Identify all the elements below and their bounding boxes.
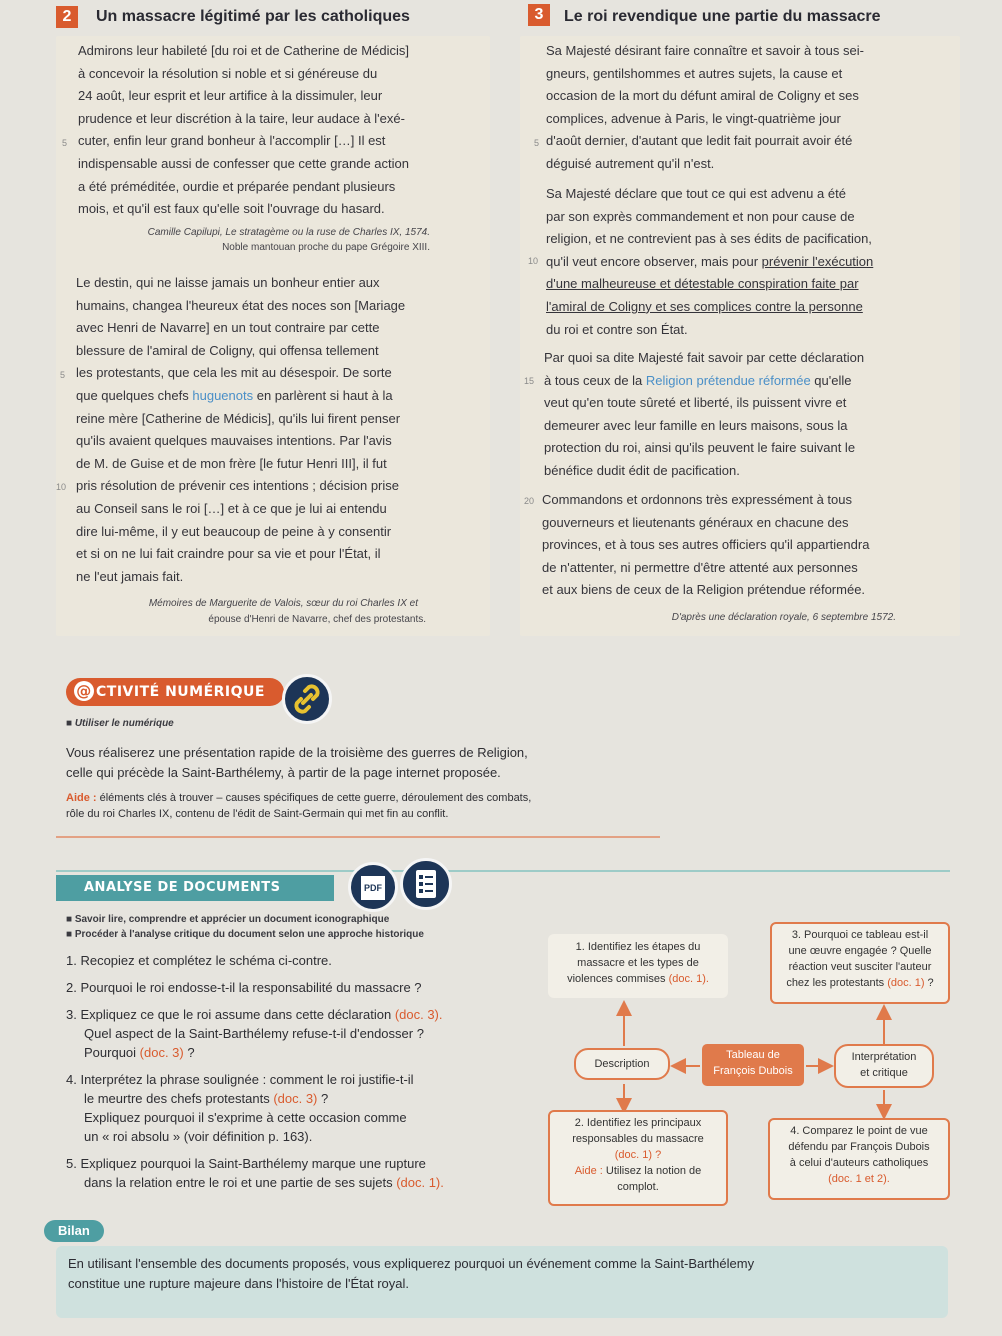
question-4-c: Expliquez pourquoi il s'exprime à cette occasion comme	[84, 1110, 407, 1125]
text-line: responsables du massacre	[572, 1133, 704, 1145]
text-line: pris résolution de prévenir ces intentions ; décision prise	[76, 478, 400, 494]
text-line: mois, et qu'il est faux qu'elle soit l'ouvrage du hasard.	[78, 201, 385, 217]
line-number-5: 5	[60, 370, 66, 380]
text-line: reine mère [Catherine de Médicis], qu'ils lui firent penser	[76, 410, 401, 426]
text-fragment: chez les protestants	[786, 977, 888, 989]
bilan-line: En utilisant l'ensemble des documents proposés, vous expliquerez pourquoi un événement comme la Saint-Barthélemy	[68, 1256, 755, 1271]
text-line	[66, 790, 531, 806]
text-line: du roi et contre son État.	[546, 321, 688, 337]
glossary-link-religion[interactable]: Religion prétendue réformée	[645, 372, 811, 388]
schema-box-3	[770, 922, 950, 1004]
analyse-skill-1: ■ Savoir lire, comprendre et apprécier un document iconographique	[66, 914, 389, 925]
text-line: Admirons leur habileté [du roi et de Catherine de Médicis]	[78, 43, 409, 58]
text-line: défendu par François Dubois	[788, 1141, 930, 1153]
bilan-box	[56, 1246, 948, 1318]
schema-description	[574, 1048, 670, 1080]
doc2-extract1	[78, 40, 488, 221]
text-fragment: le meurtre des chefs protestants	[84, 1091, 274, 1106]
text-line: prudence et leur discrétion à la taire, leur audace à l'exé-	[78, 110, 405, 126]
text-line: complices, advenue à Paris, le vingt-quatrième jour	[546, 110, 841, 126]
text-line: dire lui-même, il y eut beaucoup de peine à y consentir	[76, 523, 392, 539]
description-label: Description	[594, 1058, 650, 1070]
schema-box-2	[548, 1110, 728, 1206]
doc-ref: (doc. 3).	[394, 1007, 443, 1022]
text-line: bénéfice dudit édit de pacification.	[544, 462, 740, 478]
line-number-10: 10	[56, 482, 67, 492]
pdf-label: PDF	[361, 876, 385, 900]
text-line: Interprétation	[851, 1051, 917, 1063]
text-line: veut qu'en toute sûreté et liberté, ils puissent vivre et	[544, 395, 847, 411]
bilan-tag: Bilan	[44, 1220, 104, 1242]
doc3-para2	[546, 183, 956, 341]
question-5: 5. Expliquez pourquoi la Saint-Barthélemy marque une rupture	[66, 1156, 426, 1171]
text-fragment: dans la relation entre le roi et une partie de ses sujets	[84, 1175, 397, 1190]
text-fragment: qu'il veut encore observer, mais pour	[546, 253, 762, 269]
doc-ref: (doc. 3)	[273, 1091, 318, 1106]
text-line: de n'attenter, ni permettre d'être attenté aux personnes	[542, 559, 858, 575]
text-fragment: en parlèrent si haut à la	[253, 387, 393, 403]
doc-ref: (doc. 1 et 2).	[828, 1173, 890, 1185]
text-fragment: que quelques chefs	[76, 387, 193, 403]
activite-aide	[66, 790, 531, 822]
line-number-5: 5	[534, 138, 540, 148]
activite-title: CTIVITÉ NUMÉRIQUE	[96, 684, 265, 700]
checklist-icon[interactable]	[400, 858, 452, 910]
question-4-d: un « roi absolu » (voir définition p. 163).	[84, 1129, 313, 1144]
question-4-b	[66, 1089, 444, 1108]
text-line: 4. Comparez le point de vue	[790, 1125, 928, 1137]
text-line: à concevoir la résolution si noble et si généreuse du	[78, 65, 378, 81]
text-line: humains, changea l'heureux état des noces son [Mariage	[76, 297, 406, 313]
analyse-skill-2: ■ Procéder à l'analyse critique du document selon une approche historique	[66, 929, 424, 940]
text-line: Sa Majesté déclare que tout ce qui est advenu a été	[546, 186, 846, 201]
at-icon: @	[74, 681, 94, 701]
text-fragment: 3. Expliquez ce que le roi assume dans cette déclaration	[66, 1007, 395, 1022]
line-number-15: 15	[524, 376, 535, 386]
doc-ref: (doc. 1)	[887, 977, 925, 989]
text-fragment: Pourquoi	[84, 1045, 140, 1060]
text-fragment: violences commises	[567, 973, 669, 985]
doc3-source: D'après une déclaration royale, 6 septembre 1572.	[671, 612, 896, 623]
doc-ref: (doc. 1).	[668, 973, 709, 985]
question-3-b: Quel aspect de la Saint-Barthélemy refuse-t-il d'endosser ?	[84, 1026, 424, 1041]
doc3-title: Le roi revendique une partie du massacre	[564, 8, 881, 25]
text-line: François Dubois	[713, 1065, 793, 1077]
text-line: et aux biens de ceux de la Religion prétendue réformée.	[542, 582, 866, 598]
chain-link-icon	[285, 677, 329, 721]
text-fragment: qu'elle	[810, 372, 852, 388]
text-line: 1. Identifiez les étapes du	[575, 941, 701, 953]
underlined-sentence: l'amiral de Coligny et ses complices contre la personne	[546, 298, 863, 314]
text-line: avec Henri de Navarre] en un tout contraire par cette	[76, 320, 380, 336]
text-line: par son exprès commandement et non pour cause de	[546, 208, 855, 224]
doc3-para4	[542, 489, 954, 602]
text-line: et critique	[860, 1067, 908, 1079]
doc-ref: (doc. 1) ?	[614, 1149, 662, 1161]
doc-ref: (doc. 1).	[396, 1175, 444, 1190]
text-line: indispensable aussi de confesser que cette grande action	[78, 155, 409, 171]
aide-label: Aide :	[66, 792, 97, 804]
text-line: réaction veut susciter l'auteur	[788, 961, 932, 973]
question-3-c	[66, 1043, 444, 1062]
doc2-number: 2	[56, 6, 78, 28]
doc2-source1-a: Camille Capilupi, Le stratagème ou la ruse de Charles IX, 1574.	[147, 227, 430, 238]
text-line: d'août dernier, d'autant que ledit fait pourrait avoir été	[546, 133, 853, 149]
schema-box-4	[768, 1118, 950, 1200]
text-line: gneurs, gentilshommes et autres sujets, la cause et	[546, 65, 843, 81]
text-line	[544, 370, 954, 393]
text-line: au Conseil sans le roi […] et à ce que je lui ai entendu	[76, 500, 387, 516]
schema-tableau	[702, 1044, 804, 1086]
text-line	[778, 975, 942, 991]
text-line: blessure de l'amiral de Coligny, qui offensa tellement	[76, 342, 379, 358]
doc-ref: (doc. 3)	[139, 1045, 184, 1060]
text-line: provinces, et à tous ses autres officiers qu'il appartiendra	[542, 537, 870, 553]
link-icon[interactable]	[282, 674, 332, 724]
glossary-link-huguenots[interactable]: huguenots	[192, 387, 254, 403]
text-fragment: ?	[183, 1045, 195, 1060]
schema-box-1	[548, 934, 728, 998]
doc2-title: Un massacre légitimé par les catholiques	[96, 8, 410, 25]
text-line: Sa Majesté désirant faire connaître et savoir à tous sei-	[546, 43, 864, 58]
question-5-b	[66, 1173, 444, 1192]
clipboard-icon	[403, 861, 449, 907]
questions	[66, 951, 444, 1192]
line-number-5: 5	[62, 138, 68, 148]
text-line: Vous réaliserez une présentation rapide de la troisième des guerres de Religion,	[66, 745, 528, 760]
text-line: rôle du roi Charles IX, contenu de l'édit de Saint-Germain qui met fin au conflit.	[66, 808, 449, 820]
doc2-source1-b: Noble mantouan proche du pape Grégoire XIII.	[222, 242, 430, 253]
text-fragment: ?	[317, 1091, 329, 1106]
question-2: 2. Pourquoi le roi endosse-t-il la responsabilité du massacre ?	[66, 980, 422, 995]
pdf-icon[interactable]	[348, 862, 398, 912]
text-line: complot.	[617, 1181, 659, 1193]
text-line: 24 août, leur esprit et leur artifice à la dissimuler, leur	[78, 88, 383, 104]
text-line: à celui d'auteurs catholiques	[789, 1157, 929, 1169]
question-4: 4. Interprétez la phrase soulignée : comment le roi justifie-t-il	[66, 1072, 414, 1087]
text-fragment: éléments clés à trouver – causes spécifiques de cette guerre, déroulement des combats,	[96, 792, 532, 804]
question-1: 1. Recopiez et complétez le schéma ci-contre.	[66, 953, 332, 968]
text-line: Le destin, qui ne laisse jamais un bonheur entier aux	[76, 275, 380, 290]
underlined-sentence: prévenir l'exécution	[761, 253, 874, 269]
text-line	[556, 1163, 720, 1179]
activite-skill: ■ Utiliser le numérique	[66, 718, 174, 729]
doc2-extract2	[76, 272, 486, 588]
aide-label: Aide :	[574, 1165, 603, 1177]
text-line: 3. Pourquoi ce tableau est-il	[791, 929, 929, 941]
text-fragment: Utilisez la notion de	[602, 1165, 702, 1177]
text-line: Tableau de	[726, 1049, 780, 1061]
line-number-20: 20	[524, 496, 535, 506]
text-fragment: à tous ceux de la	[544, 372, 646, 388]
text-line: religion, et ne contrevient pas à ses édits de pacification,	[546, 231, 872, 247]
activite-text	[66, 743, 528, 783]
text-line: Commandons et ordonnons très expressément à tous	[542, 492, 853, 507]
activite-badge	[66, 678, 284, 706]
text-line	[556, 971, 720, 987]
question-3	[66, 1005, 444, 1024]
bilan-line: constitue une rupture majeure dans l'histoire de l'État royal.	[68, 1276, 409, 1291]
doc2-source2-a: Mémoires de Marguerite de Valois, sœur du roi Charles IX et	[148, 598, 418, 609]
text-line: occasion de la mort du défunt amiral de Coligny et ses	[546, 88, 859, 104]
text-line: protection du roi, ainsi qu'ils peuvent le faire suivant le	[544, 440, 856, 456]
text-line: 2. Identifiez les principaux	[574, 1117, 702, 1129]
doc3-number: 3	[528, 4, 550, 26]
text-fragment: ?	[924, 977, 934, 989]
text-line: massacre et les types de	[577, 957, 699, 969]
text-line: déguisé autrement qu'il n'est.	[546, 155, 715, 171]
doc3-para1	[546, 40, 946, 176]
line-number-10: 10	[528, 256, 539, 266]
text-line: a été préméditée, ourdie et préparée pendant plusieurs	[78, 178, 396, 194]
text-line: demeurer avec leur famille en leurs maisons, sous la	[544, 417, 848, 433]
text-line: une œuvre engagée ? Quelle	[788, 945, 932, 957]
schema-interpretation	[834, 1044, 934, 1088]
text-line: et si on ne lui fait craindre pour sa vie et pour l'État, il	[76, 546, 381, 562]
text-line: gouverneurs et lieutenants généraux en chacune des	[542, 514, 849, 530]
doc2-source2-b: épouse d'Henri de Navarre, chef des protestants.	[208, 614, 426, 625]
text-line: celle qui précède la Saint-Barthélemy, à partir de la page internet proposée.	[66, 765, 501, 780]
text-line: les protestants, que cela les mit au désespoir. De sorte	[76, 365, 392, 381]
text-line: Par quoi sa dite Majesté fait savoir par cette déclaration	[544, 350, 865, 365]
text-line: de M. de Guise et de mon frère [le futur Henri III], il fut	[76, 455, 387, 471]
doc3-para3	[544, 347, 954, 483]
text-line: cuter, enfin leur grand bonheur à l'accomplir […] Il est	[78, 133, 386, 149]
text-line: ne l'eut jamais fait.	[76, 568, 184, 584]
text-line	[76, 385, 486, 408]
analyse-badge: ANALYSE DE DOCUMENTS	[56, 875, 334, 901]
underlined-sentence: d'une malheureuse et détestable conspiration faite par	[546, 276, 859, 292]
text-line: qu'ils avaient quelques mauvaises intentions. Par l'avis	[76, 433, 392, 449]
text-line	[546, 251, 956, 274]
